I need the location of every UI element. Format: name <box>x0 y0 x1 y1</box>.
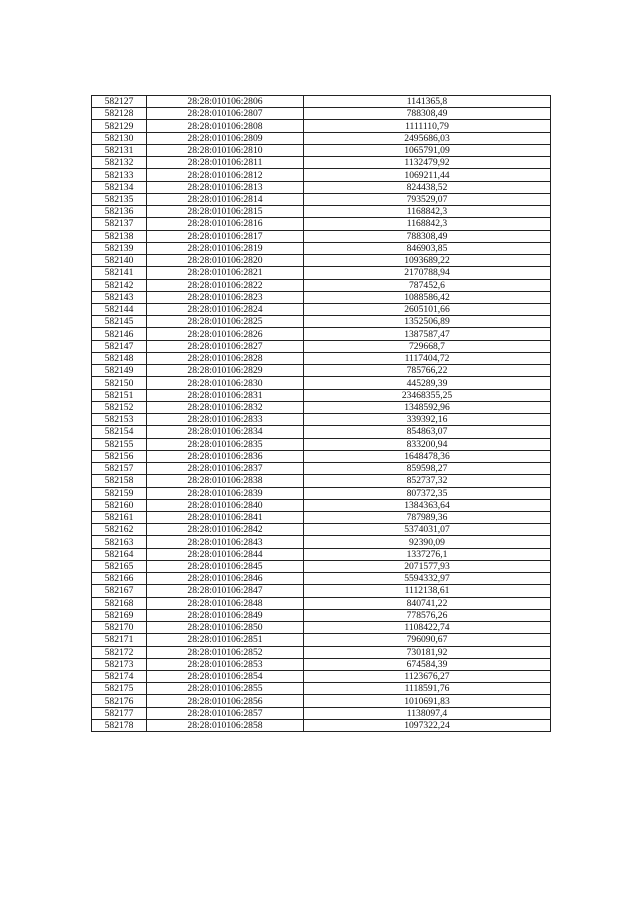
table-row <box>92 463 551 475</box>
table-row <box>92 108 551 120</box>
cadastral-value-cell: 674584,39 <box>304 658 551 670</box>
cadastral-value-cell: 445289,39 <box>304 377 551 389</box>
cadastral-value-cell: 2605101,66 <box>304 303 551 315</box>
table-row <box>92 96 551 108</box>
cadastral-value-cell: 1010691,83 <box>304 695 551 707</box>
cadastral-value-cell: 1384363,64 <box>304 499 551 511</box>
cadastral-number-cell: 28:28:010106:2841 <box>147 511 304 523</box>
cadastral-number-cell: 28:28:010106:2854 <box>147 671 304 683</box>
table-row <box>92 426 551 438</box>
row-number-cell: 582167 <box>92 585 147 597</box>
cadastral-value-cell: 1138097,4 <box>304 707 551 719</box>
cadastral-number-cell: 28:28:010106:2843 <box>147 536 304 548</box>
row-number-cell: 582152 <box>92 401 147 413</box>
row-number-cell: 582142 <box>92 279 147 291</box>
cadastral-number-cell: 28:28:010106:2808 <box>147 120 304 132</box>
row-number-cell: 582136 <box>92 206 147 218</box>
cadastral-number-cell: 28:28:010106:2813 <box>147 181 304 193</box>
cadastral-number-cell: 28:28:010106:2809 <box>147 132 304 144</box>
row-number-cell: 582162 <box>92 524 147 536</box>
table-row <box>92 695 551 707</box>
table-row <box>92 377 551 389</box>
row-number-cell: 582178 <box>92 719 147 731</box>
table-row <box>92 279 551 291</box>
cadastral-number-cell: 28:28:010106:2846 <box>147 573 304 585</box>
row-number-cell: 582147 <box>92 340 147 352</box>
cadastral-value-cell: 1069211,44 <box>304 169 551 181</box>
table-row <box>92 316 551 328</box>
cadastral-value-table <box>91 95 551 732</box>
table-row <box>92 683 551 695</box>
table-row <box>92 352 551 364</box>
table-row <box>92 634 551 646</box>
table-row <box>92 291 551 303</box>
cadastral-number-cell: 28:28:010106:2839 <box>147 487 304 499</box>
table-row <box>92 622 551 634</box>
table-row <box>92 218 551 230</box>
row-number-cell: 582132 <box>92 157 147 169</box>
cadastral-number-cell: 28:28:010106:2832 <box>147 401 304 413</box>
cadastral-value-cell: 1337276,1 <box>304 548 551 560</box>
cadastral-number-cell: 28:28:010106:2831 <box>147 389 304 401</box>
table-row <box>92 242 551 254</box>
row-number-cell: 582129 <box>92 120 147 132</box>
cadastral-number-cell: 28:28:010106:2836 <box>147 450 304 462</box>
cadastral-number-cell: 28:28:010106:2856 <box>147 695 304 707</box>
cadastral-number-cell: 28:28:010106:2815 <box>147 206 304 218</box>
row-number-cell: 582161 <box>92 511 147 523</box>
cadastral-value-cell: 1648478,36 <box>304 450 551 462</box>
cadastral-value-cell: 807372,35 <box>304 487 551 499</box>
cadastral-number-cell: 28:28:010106:2816 <box>147 218 304 230</box>
cadastral-value-cell: 2495686,03 <box>304 132 551 144</box>
table-row <box>92 389 551 401</box>
row-number-cell: 582128 <box>92 108 147 120</box>
cadastral-number-cell: 28:28:010106:2853 <box>147 658 304 670</box>
cadastral-value-cell: 1093689,22 <box>304 255 551 267</box>
row-number-cell: 582138 <box>92 230 147 242</box>
cadastral-value-cell: 824438,52 <box>304 181 551 193</box>
cadastral-value-cell: 729668,7 <box>304 340 551 352</box>
table-row <box>92 365 551 377</box>
cadastral-value-cell: 788308,49 <box>304 108 551 120</box>
cadastral-value-cell: 852737,32 <box>304 475 551 487</box>
table-row <box>92 646 551 658</box>
cadastral-number-cell: 28:28:010106:2842 <box>147 524 304 536</box>
table-row <box>92 524 551 536</box>
row-number-cell: 582133 <box>92 169 147 181</box>
table-row <box>92 181 551 193</box>
row-number-cell: 582172 <box>92 646 147 658</box>
cadastral-value-cell: 1168842,3 <box>304 218 551 230</box>
cadastral-number-cell: 28:28:010106:2825 <box>147 316 304 328</box>
table-row <box>92 573 551 585</box>
table-row <box>92 536 551 548</box>
table-row <box>92 609 551 621</box>
cadastral-number-cell: 28:28:010106:2819 <box>147 242 304 254</box>
table-row <box>92 340 551 352</box>
row-number-cell: 582130 <box>92 132 147 144</box>
table-row <box>92 499 551 511</box>
table-row <box>92 267 551 279</box>
cadastral-number-cell: 28:28:010106:2828 <box>147 352 304 364</box>
row-number-cell: 582163 <box>92 536 147 548</box>
cadastral-value-cell: 787989,36 <box>304 511 551 523</box>
row-number-cell: 582154 <box>92 426 147 438</box>
row-number-cell: 582139 <box>92 242 147 254</box>
cadastral-number-cell: 28:28:010106:2824 <box>147 303 304 315</box>
cadastral-number-cell: 28:28:010106:2850 <box>147 622 304 634</box>
row-number-cell: 582171 <box>92 634 147 646</box>
cadastral-value-cell: 1088586,42 <box>304 291 551 303</box>
cadastral-number-cell: 28:28:010106:2858 <box>147 719 304 731</box>
row-number-cell: 582173 <box>92 658 147 670</box>
cadastral-value-cell: 788308,49 <box>304 230 551 242</box>
cadastral-number-cell: 28:28:010106:2807 <box>147 108 304 120</box>
row-number-cell: 582164 <box>92 548 147 560</box>
cadastral-number-cell: 28:28:010106:2817 <box>147 230 304 242</box>
table-row <box>92 328 551 340</box>
cadastral-value-cell: 1065791,09 <box>304 144 551 156</box>
cadastral-value-cell: 92390,09 <box>304 536 551 548</box>
cadastral-number-cell: 28:28:010106:2826 <box>147 328 304 340</box>
cadastral-value-cell: 1112138,61 <box>304 585 551 597</box>
cadastral-value-cell: 859598,27 <box>304 463 551 475</box>
table-row <box>92 120 551 132</box>
row-number-cell: 582149 <box>92 365 147 377</box>
table-row <box>92 303 551 315</box>
cadastral-number-cell: 28:28:010106:2823 <box>147 291 304 303</box>
cadastral-number-cell: 28:28:010106:2812 <box>147 169 304 181</box>
row-number-cell: 582140 <box>92 255 147 267</box>
row-number-cell: 582141 <box>92 267 147 279</box>
cadastral-value-cell: 1123676,27 <box>304 671 551 683</box>
cadastral-number-cell: 28:28:010106:2847 <box>147 585 304 597</box>
cadastral-value-cell: 785766,22 <box>304 365 551 377</box>
table-row <box>92 585 551 597</box>
cadastral-value-cell: 787452,6 <box>304 279 551 291</box>
cadastral-value-cell: 1352506,89 <box>304 316 551 328</box>
cadastral-number-cell: 28:28:010106:2837 <box>147 463 304 475</box>
cadastral-value-cell: 2071577,93 <box>304 560 551 572</box>
cadastral-value-cell: 778576,26 <box>304 609 551 621</box>
table-row <box>92 548 551 560</box>
cadastral-value-cell: 1141365,8 <box>304 96 551 108</box>
cadastral-number-cell: 28:28:010106:2851 <box>147 634 304 646</box>
table-row <box>92 144 551 156</box>
table-row <box>92 511 551 523</box>
cadastral-value-cell: 2170788,94 <box>304 267 551 279</box>
cadastral-number-cell: 28:28:010106:2845 <box>147 560 304 572</box>
cadastral-value-cell: 796090,67 <box>304 634 551 646</box>
cadastral-number-cell: 28:28:010106:2829 <box>147 365 304 377</box>
cadastral-value-cell: 1132479,92 <box>304 157 551 169</box>
row-number-cell: 582134 <box>92 181 147 193</box>
cadastral-number-cell: 28:28:010106:2806 <box>147 96 304 108</box>
table-row <box>92 597 551 609</box>
table-row <box>92 438 551 450</box>
cadastral-number-cell: 28:28:010106:2835 <box>147 438 304 450</box>
row-number-cell: 582176 <box>92 695 147 707</box>
row-number-cell: 582156 <box>92 450 147 462</box>
cadastral-number-cell: 28:28:010106:2830 <box>147 377 304 389</box>
table-row <box>92 475 551 487</box>
cadastral-value-cell: 854863,07 <box>304 426 551 438</box>
row-number-cell: 582153 <box>92 414 147 426</box>
row-number-cell: 582135 <box>92 193 147 205</box>
cadastral-value-cell: 730181,92 <box>304 646 551 658</box>
cadastral-number-cell: 28:28:010106:2838 <box>147 475 304 487</box>
row-number-cell: 582131 <box>92 144 147 156</box>
cadastral-value-cell: 5374031,07 <box>304 524 551 536</box>
cadastral-number-cell: 28:28:010106:2857 <box>147 707 304 719</box>
table-row <box>92 206 551 218</box>
cadastral-value-cell: 840741,22 <box>304 597 551 609</box>
cadastral-value-cell: 1117404,72 <box>304 352 551 364</box>
table-row <box>92 658 551 670</box>
table-row <box>92 401 551 413</box>
table-row <box>92 132 551 144</box>
cadastral-value-cell: 1108422,74 <box>304 622 551 634</box>
cadastral-number-cell: 28:28:010106:2822 <box>147 279 304 291</box>
row-number-cell: 582157 <box>92 463 147 475</box>
row-number-cell: 582175 <box>92 683 147 695</box>
row-number-cell: 582143 <box>92 291 147 303</box>
row-number-cell: 582155 <box>92 438 147 450</box>
row-number-cell: 582145 <box>92 316 147 328</box>
row-number-cell: 582137 <box>92 218 147 230</box>
row-number-cell: 582174 <box>92 671 147 683</box>
row-number-cell: 582151 <box>92 389 147 401</box>
table-row <box>92 671 551 683</box>
cadastral-value-cell: 793529,07 <box>304 193 551 205</box>
row-number-cell: 582144 <box>92 303 147 315</box>
cadastral-value-cell: 1168842,3 <box>304 206 551 218</box>
cadastral-value-cell: 339392,16 <box>304 414 551 426</box>
cadastral-number-cell: 28:28:010106:2834 <box>147 426 304 438</box>
cadastral-number-cell: 28:28:010106:2820 <box>147 255 304 267</box>
row-number-cell: 582148 <box>92 352 147 364</box>
cadastral-value-cell: 23468355,25 <box>304 389 551 401</box>
cadastral-number-cell: 28:28:010106:2840 <box>147 499 304 511</box>
cadastral-value-cell: 1097322,24 <box>304 719 551 731</box>
table-row <box>92 560 551 572</box>
table-row <box>92 169 551 181</box>
cadastral-number-cell: 28:28:010106:2844 <box>147 548 304 560</box>
table-row <box>92 255 551 267</box>
row-number-cell: 582150 <box>92 377 147 389</box>
cadastral-value-cell: 5594332,97 <box>304 573 551 585</box>
row-number-cell: 582127 <box>92 96 147 108</box>
cadastral-number-cell: 28:28:010106:2814 <box>147 193 304 205</box>
cadastral-value-cell: 1348592,96 <box>304 401 551 413</box>
cadastral-number-cell: 28:28:010106:2855 <box>147 683 304 695</box>
cadastral-number-cell: 28:28:010106:2852 <box>147 646 304 658</box>
table-body <box>92 96 551 732</box>
row-number-cell: 582158 <box>92 475 147 487</box>
row-number-cell: 582166 <box>92 573 147 585</box>
cadastral-number-cell: 28:28:010106:2821 <box>147 267 304 279</box>
cadastral-number-cell: 28:28:010106:2848 <box>147 597 304 609</box>
table-row <box>92 719 551 731</box>
table-row <box>92 707 551 719</box>
cadastral-value-cell: 1387587,47 <box>304 328 551 340</box>
row-number-cell: 582177 <box>92 707 147 719</box>
table-row <box>92 193 551 205</box>
cadastral-number-cell: 28:28:010106:2833 <box>147 414 304 426</box>
cadastral-value-cell: 833200,94 <box>304 438 551 450</box>
row-number-cell: 582168 <box>92 597 147 609</box>
row-number-cell: 582146 <box>92 328 147 340</box>
cadastral-number-cell: 28:28:010106:2849 <box>147 609 304 621</box>
cadastral-number-cell: 28:28:010106:2810 <box>147 144 304 156</box>
cadastral-number-cell: 28:28:010106:2827 <box>147 340 304 352</box>
row-number-cell: 582170 <box>92 622 147 634</box>
row-number-cell: 582165 <box>92 560 147 572</box>
table-row <box>92 230 551 242</box>
table-row <box>92 157 551 169</box>
cadastral-value-cell: 1118591,76 <box>304 683 551 695</box>
row-number-cell: 582169 <box>92 609 147 621</box>
table-row <box>92 450 551 462</box>
row-number-cell: 582160 <box>92 499 147 511</box>
cadastral-number-cell: 28:28:010106:2811 <box>147 157 304 169</box>
row-number-cell: 582159 <box>92 487 147 499</box>
cadastral-value-cell: 1111110,79 <box>304 120 551 132</box>
table-row <box>92 487 551 499</box>
cadastral-value-cell: 846903,85 <box>304 242 551 254</box>
table-row <box>92 414 551 426</box>
